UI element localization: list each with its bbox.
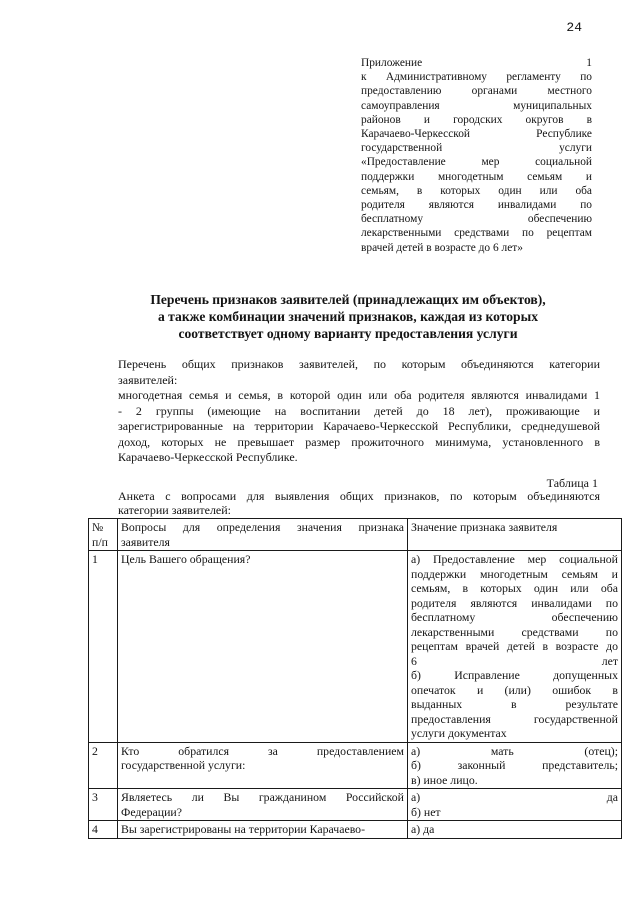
row-value-line: выданных в результате <box>411 697 618 711</box>
table-intro-line: Анкета с вопросами для выявления общих признаков, по которым объединяются <box>118 489 600 503</box>
row-value <box>408 742 622 789</box>
row-value-line: в) иное лицо. <box>411 772 478 787</box>
header-cell-question <box>118 519 408 551</box>
table-row <box>89 821 622 839</box>
header-cell-number-line: № <box>92 520 104 534</box>
intro-text <box>88 357 600 466</box>
row-value-line: опечаток и (или) ошибок в <box>411 682 618 697</box>
appendix-line: предоставлению органами местного <box>361 85 592 98</box>
appendix-line: к Административному регламенту по <box>361 71 592 84</box>
intro-line: заявителей: <box>118 372 178 387</box>
intro-line: - 2 группы (имеющие на воспитании детей до 18 лет), проживающие и <box>118 403 600 418</box>
header-cell-question-line: Вопросы для определения значения признака <box>121 520 404 534</box>
heading-line: Перечень признаков заявителей (принадлежащих им объектов), <box>150 292 546 307</box>
appendix-line: Приложение 1 <box>361 57 592 69</box>
appendix-line: самоуправления муниципальных <box>361 99 592 112</box>
intro-paragraph-1 <box>88 357 600 388</box>
intro-line: доход, которых не превышает размер прожиточного минимума, установленного в <box>118 434 600 449</box>
page-number: 24 <box>566 20 582 35</box>
row-value <box>408 551 622 743</box>
appendix-line: государственной услуги <box>361 142 592 155</box>
table-intro <box>88 489 600 517</box>
row-value-line: б) нет <box>411 804 441 819</box>
intro-paragraph-2 <box>88 388 600 466</box>
row-value-line: а) да <box>411 790 618 804</box>
appendix-line: «Предоставление мер социальной <box>361 156 592 169</box>
appendix-line: лекарственными средствами по рецептам <box>361 227 592 240</box>
row-value-line: а) да <box>411 822 435 836</box>
row-question <box>118 551 408 743</box>
appendix-line: Карачаево-Черкесской Республике <box>361 128 592 141</box>
row-value <box>408 789 622 821</box>
appendix-line: родителя являются инвалидами по <box>361 199 592 212</box>
row-value-line: б) Исправление допущенных <box>411 668 618 682</box>
row-value-line: лекарственными средствами по <box>411 624 618 639</box>
table-row <box>89 789 622 821</box>
row-question <box>118 789 408 821</box>
appendix-line: врачей детей в возрасте до 6 лет» <box>361 241 523 254</box>
header-cell-value-line: Значение признака заявителя <box>411 520 558 534</box>
row-question-line: Цель Вашего обращения? <box>121 552 251 566</box>
row-number: 1 <box>89 551 118 743</box>
appendix-line: бесплатному обеспечению <box>361 213 592 226</box>
table-caption: Таблица 1 <box>546 476 598 490</box>
heading-line: а также комбинации значений признаков, каждая из которых <box>157 309 539 324</box>
row-question-line: государственной услуги: <box>121 758 246 772</box>
table-header-row <box>89 519 622 551</box>
appendix-line: поддержки многодетным семьям и <box>361 170 592 183</box>
heading-line: соответствует одному варианту предоставления услуги <box>178 326 518 341</box>
survey-table <box>88 518 622 839</box>
appendix-note <box>361 56 592 255</box>
table-row <box>89 551 622 743</box>
appendix-line: районов и городских округов в <box>361 113 592 126</box>
intro-line: зарегистрированные на территории Карачаево-Черкесской Республики, среднедушевой <box>118 419 600 433</box>
row-question-line: Кто обратился за предоставлением <box>121 743 404 758</box>
row-question <box>118 821 408 839</box>
table-row <box>89 742 622 789</box>
header-cell-value <box>408 519 622 551</box>
row-value-line: предоставления государственной <box>411 711 618 726</box>
row-number: 2 <box>89 742 118 789</box>
document-heading <box>88 291 608 342</box>
row-number: 3 <box>89 789 118 821</box>
row-number: 4 <box>89 821 118 839</box>
header-cell-question-line: заявителя <box>121 534 170 549</box>
row-value-line: поддержки многодетным семьям и <box>411 566 618 581</box>
row-value-line: рецептам врачей детей в возрасте до <box>411 639 618 653</box>
row-value-line: а) мать (отец); <box>411 743 618 758</box>
table-intro-line: категории заявителей: <box>118 503 232 517</box>
row-value-line: а) Предоставление мер социальной <box>411 552 618 566</box>
row-value <box>408 821 622 839</box>
intro-line: Карачаево-Черкесской Республике. <box>118 450 298 464</box>
row-value-line: б) законный представитель; <box>411 758 618 772</box>
row-value-line: семьям, в которых один или оба <box>411 581 618 595</box>
row-question <box>118 742 408 789</box>
row-question-line: Являетесь ли Вы гражданином Российской <box>121 790 404 804</box>
header-cell-number-line: п/п <box>92 534 108 549</box>
header-cell-number <box>89 519 118 551</box>
intro-line: Перечень общих признаков заявителей, по которым объединяются категории <box>118 357 600 371</box>
row-question-line: Федерации? <box>121 804 182 819</box>
row-value-line: родителя являются инвалидами по <box>411 595 618 610</box>
row-question-line: Вы зарегистрированы на территории Карачаево- <box>121 822 366 836</box>
appendix-line: семьям, в которых один или оба <box>361 184 592 197</box>
intro-line: многодетная семья и семья, в которой один или оба родителя являются инвалидами 1 <box>118 388 600 402</box>
row-value-line: 6 лет <box>411 653 618 668</box>
row-value-line: услуги документах <box>411 726 507 740</box>
row-value-line: бесплатному обеспечению <box>411 610 618 624</box>
